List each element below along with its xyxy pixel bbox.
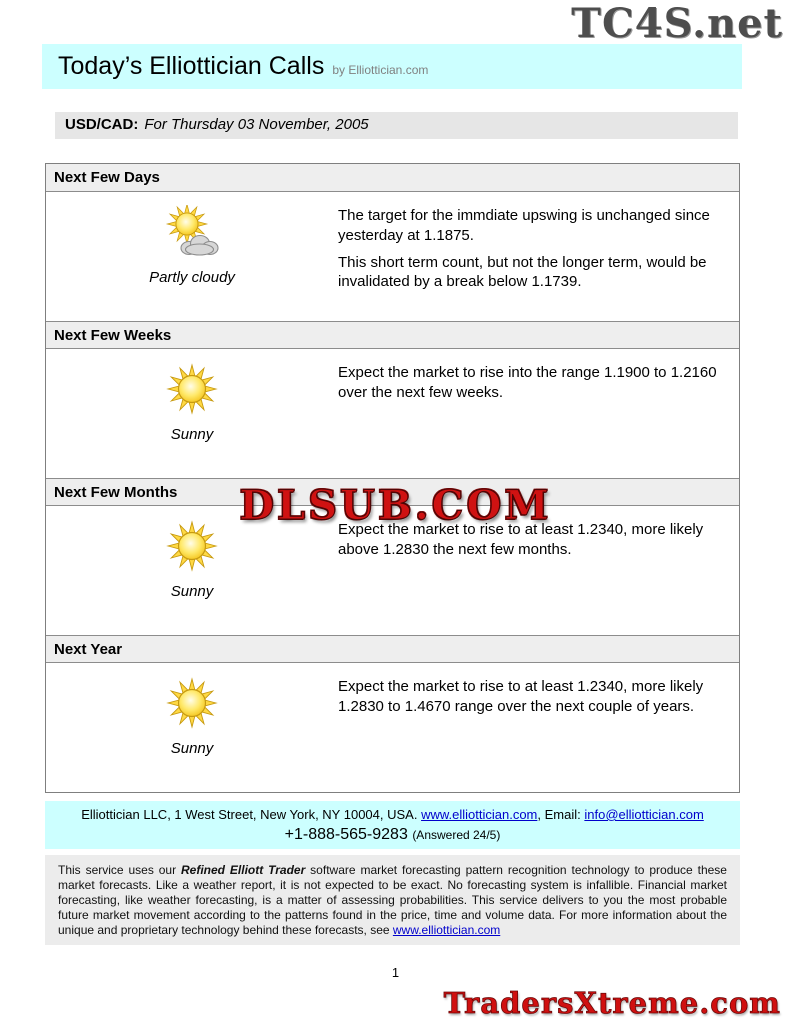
section-title: Next Few Months [54, 484, 178, 501]
phone-availability-note: (Answered 24/5) [412, 828, 501, 842]
section-title: Next Few Days [54, 169, 160, 186]
tradersxtreme-watermark: TradersXtreme.com [443, 986, 781, 1020]
pair-date-bar [55, 112, 738, 139]
section-header [46, 635, 739, 663]
weather-caption: Sunny [170, 740, 214, 757]
sunny-icon [164, 362, 220, 416]
forecast-paragraph: Expect the market to rise to at least 1.2340, more likely above 1.2830 the next few months. [338, 521, 704, 558]
section-next-few-days [46, 164, 739, 321]
weather-caption: Sunny [170, 426, 214, 443]
disclaimer-text-part2: software market forecasting pattern recognition technology to produce these market forecasts. Like a weather report, it is not expected to be exact. No forecasting system is infallible. Financial market forecasting, like weather forecasting, is a matter of assessing probabilities. This service delivers to you the most probable future market movement according to the patterns found in the price, time and volume data. For more information about the unique and proprietary technology behind these forecasts, see [58, 863, 727, 937]
forecast-table [45, 163, 740, 793]
product-name: Refined Elliott Trader [181, 863, 306, 877]
section-title: Next Year [54, 641, 123, 658]
section-next-year [46, 635, 739, 792]
contact-line [53, 807, 732, 822]
disclaimer [45, 855, 740, 945]
partly-cloudy-icon [162, 205, 222, 259]
section-next-few-weeks [46, 321, 739, 478]
report-date: For Thursday 03 November, 2005 [144, 116, 369, 133]
sunny-icon [164, 519, 220, 573]
weather-icon-cell [46, 349, 338, 478]
forecast-paragraph: Expect the market to rise into the range 1.1900 to 1.2160 over the next few weeks. [338, 364, 717, 401]
dlsub-watermark: DLSUB.COM [239, 482, 552, 529]
forecast-text-cell [338, 192, 739, 321]
weather-caption: Sunny [170, 583, 214, 600]
forecast-paragraph: The target for the immdiate upswing is unchanged since yesterday at 1.1875. [338, 207, 710, 244]
weather-icon-cell [46, 663, 338, 792]
phone-number: +1-888-565-9283 [284, 826, 408, 843]
page-title: Today’s Elliottician Calls [58, 52, 325, 80]
company-address: Elliottician LLC, 1 West Street, New York, NY 10004, USA. [81, 807, 422, 822]
section-body [46, 349, 739, 478]
byline: by Elliottician.com [332, 63, 429, 77]
sunny-icon [164, 676, 220, 730]
disclaimer-website-link[interactable]: www.elliottician.com [392, 922, 501, 937]
phone-line [53, 826, 732, 844]
tc4s-watermark: TC4S.net [571, 0, 783, 47]
contact-box [45, 801, 740, 849]
section-body [46, 663, 739, 792]
forecast-text-cell [338, 349, 739, 478]
section-header [46, 321, 739, 349]
email-label: , Email: [537, 807, 585, 822]
forecast-paragraph: Expect the market to rise to at least 1.2340, more likely 1.2830 to 1.4670 range over the next couple of years. [338, 678, 704, 715]
disclaimer-text-part1: This service uses our [58, 863, 181, 877]
weather-icon-cell [46, 192, 338, 321]
section-header [46, 164, 739, 192]
section-body [46, 192, 739, 321]
title-bar [42, 44, 742, 89]
section-title: Next Few Weeks [54, 327, 172, 344]
page-number: 1 [391, 965, 400, 981]
forecast-text-cell [338, 663, 739, 792]
forecast-paragraph: This short term count, but not the longer term, would be invalidated by a break below 1.1739. [338, 253, 707, 291]
email-link[interactable]: info@elliottician.com [584, 807, 704, 822]
weather-caption: Partly cloudy [149, 269, 235, 286]
currency-pair-label: USD/CAD: [65, 116, 139, 133]
website-link[interactable]: www.elliottician.com [421, 807, 538, 822]
